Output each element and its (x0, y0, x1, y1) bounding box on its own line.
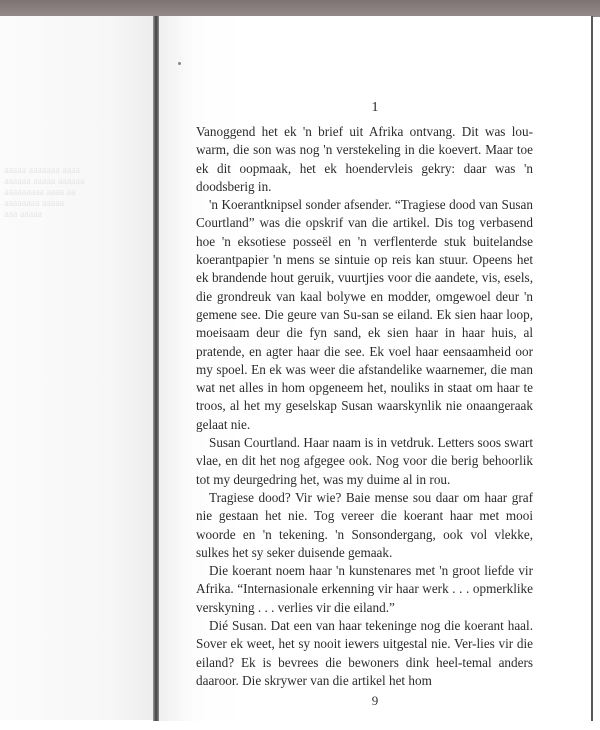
bleed-line: aaaaaaaa aaaaa (4, 198, 65, 209)
chapter-number: 1 (371, 100, 379, 115)
paragraph: 'n Koerantknipsel sonder afsender. “Tragiese dood van Susan Courtland” was die opskrif van die artikel. Dis tog verbasend hoe 'n eksotiese posseël en 'n verflenterde stuk buitelandse koerantpapier 'n mens se sintuie op reis kan stuur. Opeens het ek brandende hout geruik, vuurtjies voor die aandete, vis, esels, die grondreuk van kaal bolywe en modder, omgewoel deur 'n gemene see. Die geure van Su-san se eiland. Ek sien haar loop, moeisaam deur die fyn sand, ek sien haar in haar huis, al pratende, en agter haar die see. Ek voel haar eensaamheid oor my spoel. En ek was weer die afstandelike waarnemer, die man wat net alles in hom opgeneem het, nouliks in staat om haar te troos, al het my geselskap Susan waarskynlik nie onaangeraak gelaat nie. (196, 197, 533, 432)
page-edge (591, 16, 593, 721)
bleed-line: aaaaa aaaaaaa aaaa (4, 165, 81, 176)
scan-speck (178, 62, 181, 65)
paragraph: Dié Susan. Dat een van haar tekeninge nog die koerant haal. Sover ek weet, het sy nooit iewers uitgestal nie. Ver-lies vir die eiland? Ek is bevrees die bewoners dink heel-temal anders daaroor. Die skrywer van die artikel het hom (196, 618, 533, 688)
page-number: 9 (371, 693, 379, 708)
scanner-background (0, 0, 600, 17)
bleed-line: aaaaaa aaaaa aaaaaa (4, 176, 85, 187)
paragraph: Vanoggend het ek 'n brief uit Afrika ontvang. Dit was lou-warm, die son was nog 'n verstekeling in die koevert. Maar toe ek dit oopmaak, het ek hoendervleis gekry: daar was 'n doodsberig in. (196, 124, 533, 194)
paragraph: Tragiese dood? Vir wie? Baie mense sou daar om haar graf nie gestaan het nie. Tog vereer die koerant haar met mooi woorde en 'n tekening. 'n Sonsondergang, ook vol vlekke, sulkes het sy seker duisende gemaak. (196, 489, 533, 560)
paragraph: Susan Courtland. Haar naam is in vetdruk. Letters soos swart vlae, en dit het nog afgegee ook. Nog voor die berig behoorlik tot my deurgedring het, was my duime al in rou. (196, 435, 533, 487)
body-text (196, 123, 533, 690)
bleed-line: aaa aaaaa (4, 209, 43, 220)
left-page (0, 16, 156, 720)
bleed-through-text (4, 165, 119, 220)
paragraph: Die koerant noem haar 'n kunstenares met 'n groot liefde vir Afrika. “Internasionale erkenning vir haar werk . . . opmerklike verskyning . . . verlies vir die eiland.” (196, 563, 533, 615)
bleed-line: aaaaaaaaa aaaa aa (4, 187, 76, 198)
